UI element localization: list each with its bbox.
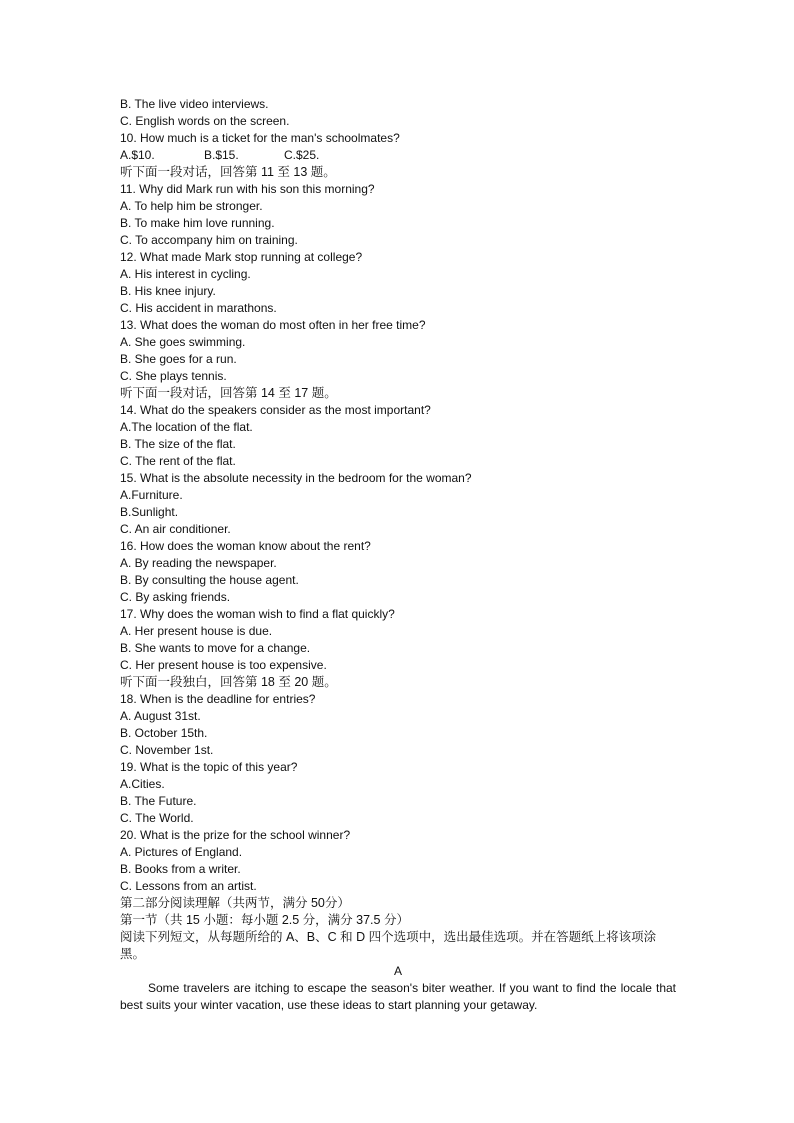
question-14: 14. What do the speakers consider as the most important?	[120, 403, 431, 417]
option-19a: A.Cities.	[120, 777, 165, 791]
option-13b: B. She goes for a run.	[120, 352, 237, 366]
option-14b: B. The size of the flat.	[120, 437, 236, 451]
option-17c: C. Her present house is too expensive.	[120, 658, 327, 672]
option-17b: B. She wants to move for a change.	[120, 641, 311, 655]
option-19b: B. The Future.	[120, 794, 197, 808]
question-10: 10. How much is a ticket for the man's schoolmates?	[120, 131, 400, 145]
option-9b: B. The live video interviews.	[120, 97, 269, 111]
option-16b: B. By consulting the house agent.	[120, 573, 299, 587]
option-13a: A. She goes swimming.	[120, 335, 246, 349]
question-18: 18. When is the deadline for entries?	[120, 692, 316, 706]
option-20b: B. Books from a writer.	[120, 862, 241, 876]
option-13c: C. She plays tennis.	[120, 369, 227, 383]
question-16: 16. How does the woman know about the rent?	[120, 539, 371, 553]
option-20a: A. Pictures of England.	[120, 845, 243, 859]
option-15c: C. An air conditioner.	[120, 522, 231, 536]
option-14c: C. The rent of the flat.	[120, 454, 236, 468]
question-17: 17. Why does the woman wish to find a flat quickly?	[120, 607, 395, 621]
question-11: 11. Why did Mark run with his son this morning?	[120, 182, 375, 196]
option-20c: C. Lessons from an artist.	[120, 879, 257, 893]
option-15a: A.Furniture.	[120, 488, 183, 502]
part-two-heading: 第二部分阅读理解（共两节，满分 50分）	[120, 896, 350, 910]
option-16a: A. By reading the newspaper.	[120, 556, 277, 570]
option-12a: A. His interest in cycling.	[120, 267, 251, 281]
question-15: 15. What is the absolute necessity in the bedroom for the woman?	[120, 471, 472, 485]
option-9c: C. English words on the screen.	[120, 114, 290, 128]
option-11b: B. To make him love running.	[120, 216, 275, 230]
option-12b: B. His knee injury.	[120, 284, 216, 298]
passage-paragraph: Some travelers are itching to escape the season's biter weather. If you want to find the locale that best suits your winter vacation, use these ideas to start planning your getaway.	[120, 981, 676, 1012]
option-16c: C. By asking friends.	[120, 590, 231, 604]
section-instruction-14-17: 听下面一段对话，回答第 14 至 17 题。	[120, 386, 337, 400]
section-instruction-18-20: 听下面一段独白，回答第 18 至 20 题。	[120, 675, 337, 689]
option-19c: C. The World.	[120, 811, 194, 825]
question-13: 13. What does the woman do most often in her free time?	[120, 318, 426, 332]
option-11a: A. To help him be stronger.	[120, 199, 263, 213]
option-18a: A. August 31st.	[120, 709, 201, 723]
question-12: 12. What made Mark stop running at college?	[120, 250, 363, 264]
option-14a: A.The location of the flat.	[120, 420, 253, 434]
section-one-heading: 第一节（共 15 小题：每小题 2.5 分，满分 37.5 分）	[120, 913, 409, 927]
question-10-options	[120, 147, 676, 164]
question-20: 20. What is the prize for the school winner?	[120, 828, 351, 842]
option-17a: A. Her present house is due.	[120, 624, 273, 638]
option-12c: C. His accident in marathons.	[120, 301, 277, 315]
option-11c: C. To accompany him on training.	[120, 233, 298, 247]
option-10b: B.$15.	[204, 148, 239, 162]
page-content	[120, 96, 676, 1014]
option-18b: B. October 15th.	[120, 726, 208, 740]
reading-instruction: 阅读下列短文，从每题所给的 A、B、C 和 D 四个选项中，选出最佳选项。并在答题纸上将该项涂黑。	[120, 930, 657, 961]
passage-label: A	[393, 964, 402, 978]
section-instruction-11-13: 听下面一段对话，回答第 11 至 13 题。	[120, 165, 336, 179]
option-10a: A.$10.	[120, 148, 155, 162]
option-15b: B.Sunlight.	[120, 505, 179, 519]
option-18c: C. November 1st.	[120, 743, 214, 757]
option-10c: C.$25.	[284, 148, 320, 162]
question-19: 19. What is the topic of this year?	[120, 760, 298, 774]
